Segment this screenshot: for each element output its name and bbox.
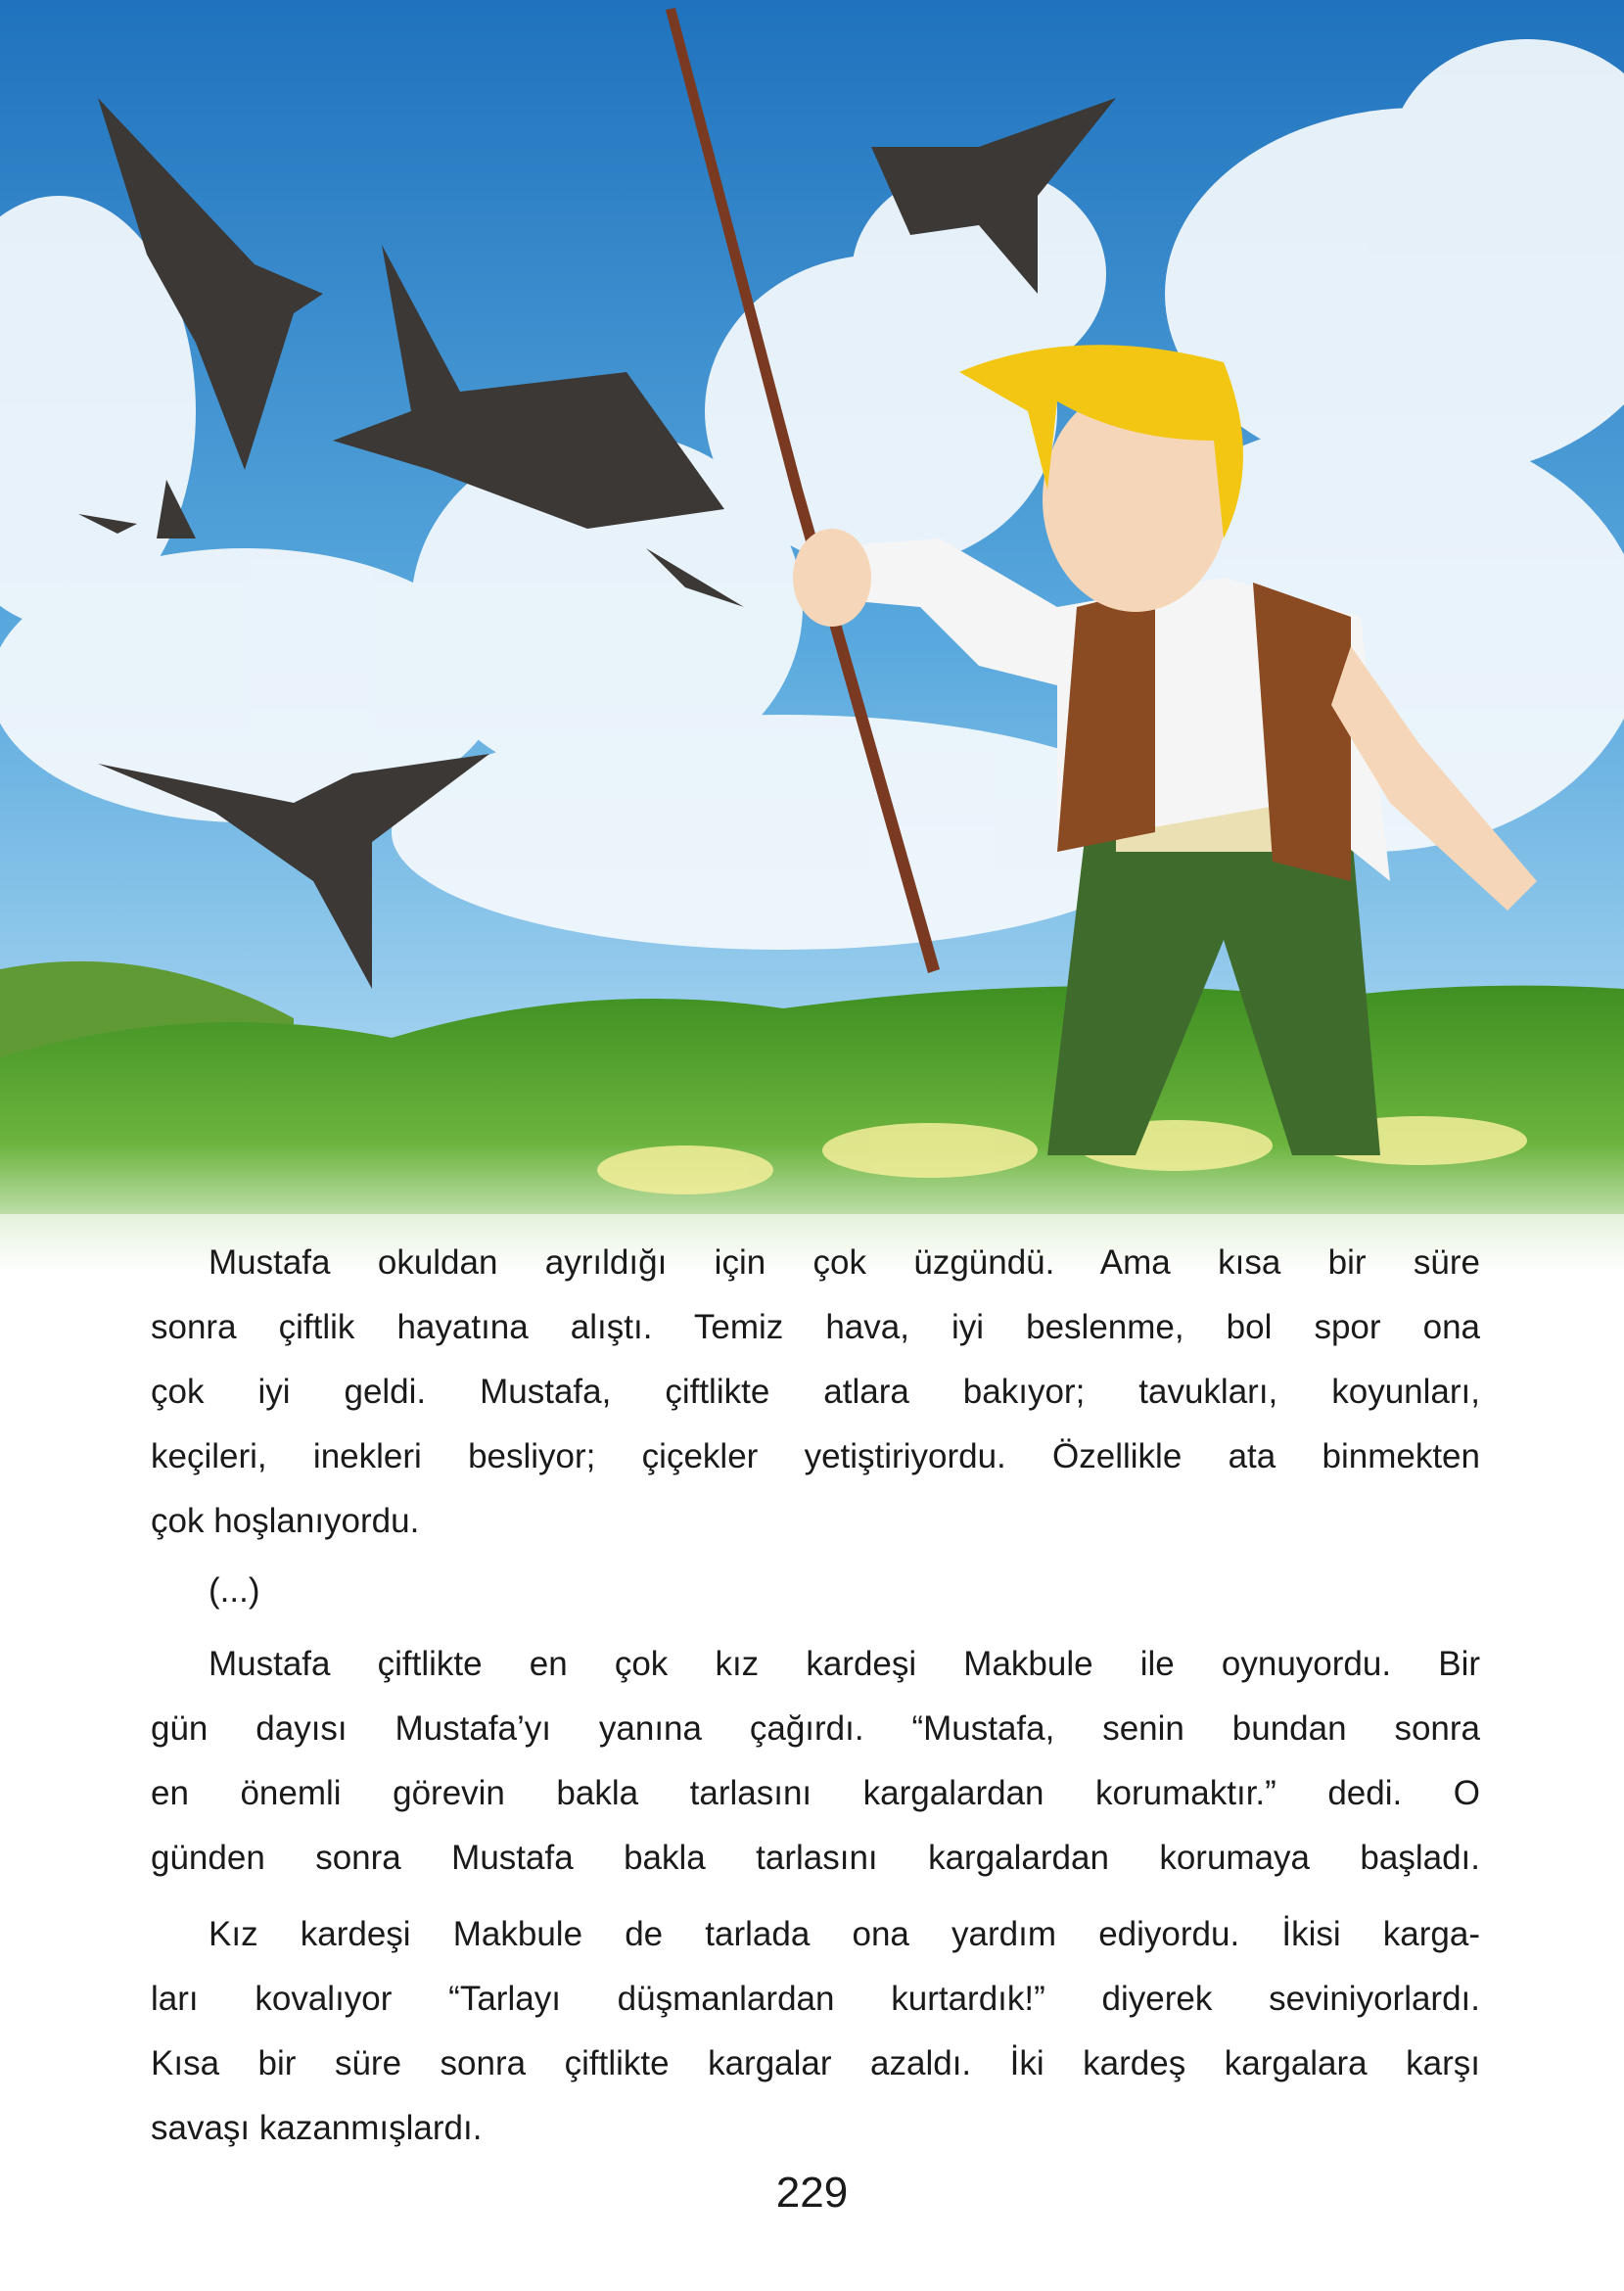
text-line: Mustafa çiftlikte en çok kız kardeşi Makbule ile oynuyordu. Bir — [209, 1645, 1480, 1683]
text-line: çok hoşlanıyordu. — [151, 1502, 420, 1540]
ellipsis-paragraph — [151, 1559, 1480, 1623]
text-line: Kız kardeşi Makbule de tarlada ona yardım ediyordu. İkisi karga- — [209, 1915, 1480, 1953]
text-line: savaşı kazanmışlardı. — [151, 2109, 483, 2147]
paragraph-1 — [151, 1231, 1480, 1554]
text-line: keçileri, inekleri besliyor; çiçekler yetiştiriyordu. Özellikle ata binmekten — [151, 1437, 1480, 1475]
text-line: çok iyi geldi. Mustafa, çiftlikte atlara bakıyor; tavukları, koyunları, — [151, 1373, 1480, 1411]
text-line: sonra çiftlik hayatına alıştı. Temiz hava, iyi beslenme, bol spor ona — [151, 1308, 1480, 1346]
text-line: en önemli görevin bakla tarlasını kargalardan korumaktır.” dedi. O — [151, 1774, 1480, 1812]
text-line: ları kovalıyor “Tarlayı düşmanlardan kurtardık!” diyerek seviniyorlardı. — [151, 1980, 1480, 2018]
paragraph-3 — [151, 1902, 1480, 2161]
text-line: (...) — [209, 1571, 260, 1610]
text-line: Mustafa okuldan ayrıldığı için çok üzgündü. Ama kısa bir süre — [209, 1243, 1480, 1282]
text-line: Kısa bir süre sonra çiftlikte kargalar azaldı. İki kardeş kargalara karşı — [151, 2044, 1480, 2082]
paragraph-2 — [151, 1632, 1480, 1891]
page-number: 229 — [775, 2169, 849, 2217]
text-line: gün dayısı Mustafa’yı yanına çağırdı. “Mustafa, senin bundan sonra — [151, 1709, 1480, 1748]
text-line: günden sonra Mustafa bakla tarlasını kargalardan korumaya başladı. — [151, 1839, 1480, 1877]
